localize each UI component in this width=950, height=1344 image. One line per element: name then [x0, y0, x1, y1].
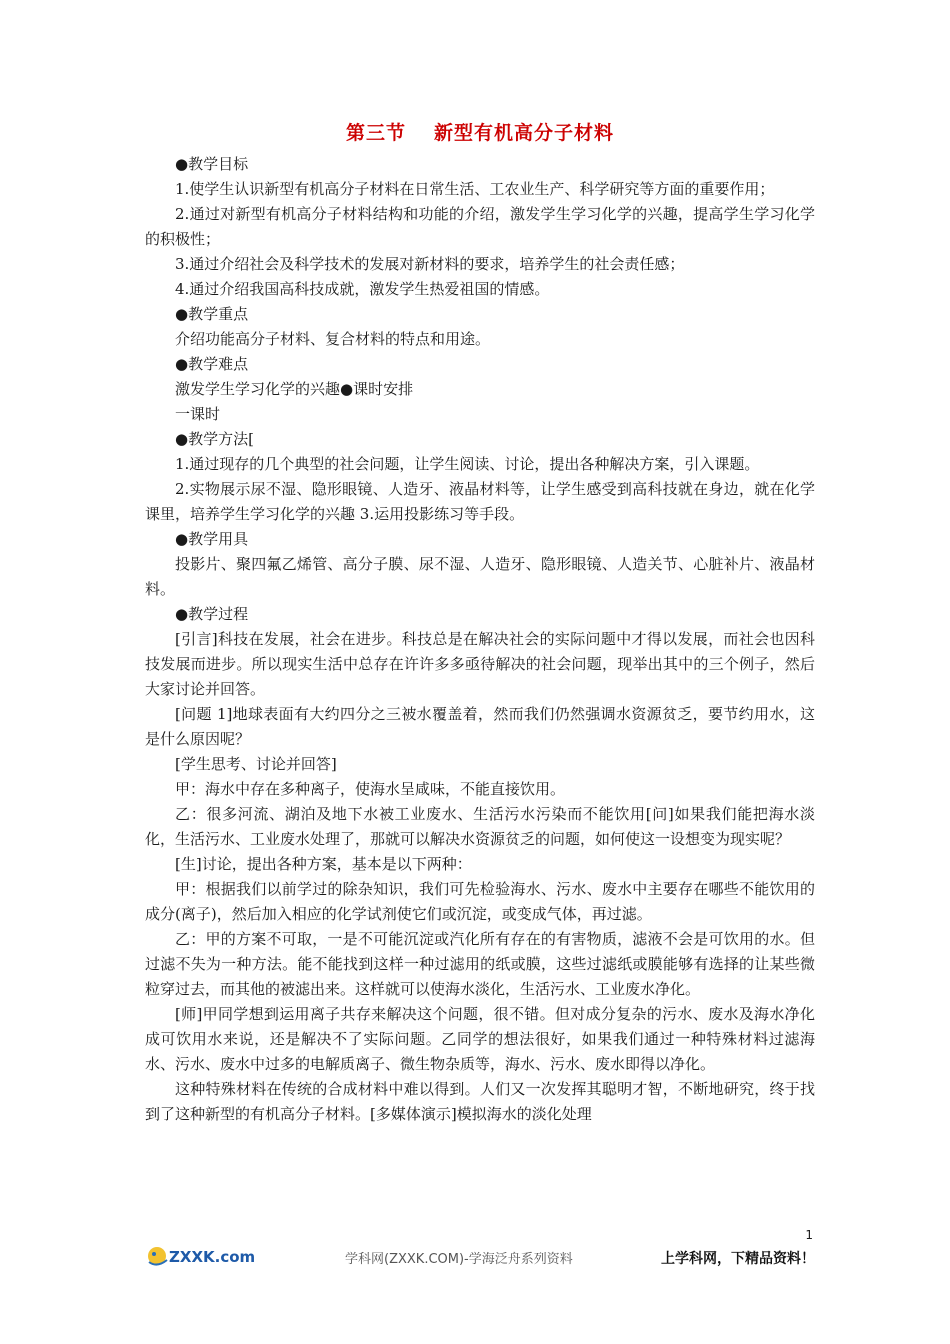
section-heading: ●教学重点	[175, 305, 249, 323]
paragraph: 投影片、聚四氟乙烯管、高分子膜、尿不湿、人造牙、隐形眼镜、人造关节、心脏补片、液晶材料。	[145, 555, 815, 598]
paragraph: 4.通过介绍我国高科技成就，激发学生热爱祖国的情感。	[175, 280, 550, 298]
title-main: 新型有机高分子材料	[434, 122, 615, 144]
paragraph: 乙：甲的方案不可取，一是不可能沉淀或汽化所有存在的有害物质，滤液不会是可饮用的水。但过滤不失为一种方法。能不能找到这样一种过滤用的纸或膜，这些过滤纸或膜能够有选择的让某些微粒穿过去，而其他的被滤出来。这样就可以使海水淡化，生活污水、工业废水净化。	[145, 930, 815, 998]
section-heading: ●教学难点	[175, 355, 249, 373]
paragraph: 甲：海水中存在多种离子，使海水呈咸味，不能直接饮用。	[175, 780, 566, 798]
paragraph: 甲：根据我们以前学过的除杂知识，我们可先检验海水、污水、废水中主要存在哪些不能饮用的成分(离子)，然后加入相应的化学试剂使它们或沉淀，或变成气体，再过滤。	[145, 880, 815, 923]
footer-center-text: 学科网(ZXXK.COM)-学海泛舟系列资料	[345, 1252, 573, 1267]
page-number: 1	[805, 1228, 813, 1242]
paragraph: 1.通过现存的几个典型的社会问题，让学生阅读、讨论，提出各种解决方案，引入课题。	[175, 455, 760, 473]
paragraph: 2.通过对新型有机高分子材料结构和功能的介绍，激发学生学习化学的兴趣，提高学生学习化学的积极性；	[145, 205, 815, 248]
body-text	[145, 152, 815, 1127]
paragraph: 介绍功能高分子材料、复合材料的特点和用途。	[175, 330, 491, 348]
section-heading: ●教学方法[	[175, 430, 254, 448]
section-heading: ●教学目标	[175, 155, 249, 173]
zxxk-logo	[145, 1242, 255, 1268]
section-heading: ●教学用具	[175, 530, 249, 548]
section-heading: ●教学过程	[175, 605, 249, 623]
paragraph: 3.通过介绍社会及科学技术的发展对新材料的要求，培养学生的社会责任感；	[175, 255, 685, 273]
paragraph: [生]讨论，提出各种方案，基本是以下两种：	[175, 855, 472, 873]
paragraph: 2.实物展示尿不湿、隐形眼镜、人造牙、液晶材料等，让学生感受到高科技就在身边，就在化学课里，培养学生学习化学的兴趣 3.运用投影练习等手段。	[145, 480, 815, 523]
paragraph: [问题 1]地球表面有大约四分之三被水覆盖着，然而我们仍然强调水资源贫乏，要节约用水，这是什么原因呢？	[145, 705, 815, 748]
document-page	[145, 118, 815, 1127]
paragraph: 这种特殊材料在传统的合成材料中难以得到。人们又一次发挥其聪明才智，不断地研究，终于找到了这种新型的有机高分子材料。[多媒体演示]模拟海水的淡化处理	[145, 1080, 815, 1123]
paragraph: 乙：很多河流、湖泊及地下水被工业废水、生活污水污染而不能饮用[问]如果我们能把海水淡化，生活污水、工业废水处理了，那就可以解决水资源贫乏的问题，如何使这一设想变为现实呢？	[145, 805, 815, 848]
page-footer	[145, 1228, 815, 1278]
title-section: 第三节	[345, 122, 406, 144]
paragraph: 一课时	[175, 405, 221, 423]
paragraph: 激发学生学习化学的兴趣●课时安排	[175, 380, 414, 398]
paragraph: [学生思考、讨论并回答]	[175, 755, 337, 773]
paragraph: 1.使学生认识新型有机高分子材料在日常生活、工农业生产、科学研究等方面的重要作用；	[175, 180, 775, 198]
logo-text: ZXXK.com	[169, 1248, 255, 1266]
page-title	[145, 120, 815, 146]
paragraph: [引言]科技在发展，社会在进步。科技总是在解决社会的实际问题中才得以发展，而社会也因科技发展而进步。所以现实生活中总存在许许多多亟待解决的社会问题，现举出其中的三个例子，然后大家讨论并回答。	[145, 630, 815, 698]
footer-slogan: 上学科网，下精品资料！	[661, 1251, 815, 1267]
paragraph: [师]甲同学想到运用离子共存来解决这个问题，很不错。但对成分复杂的污水、废水及海水净化成可饮用水来说，还是解决不了实际问题。乙同学的想法很好，如果我们通过一种特殊材料过滤海水、污水、废水中过多的电解质离子、微生物杂质等，海水、污水、废水即得以净化。	[145, 1005, 815, 1073]
